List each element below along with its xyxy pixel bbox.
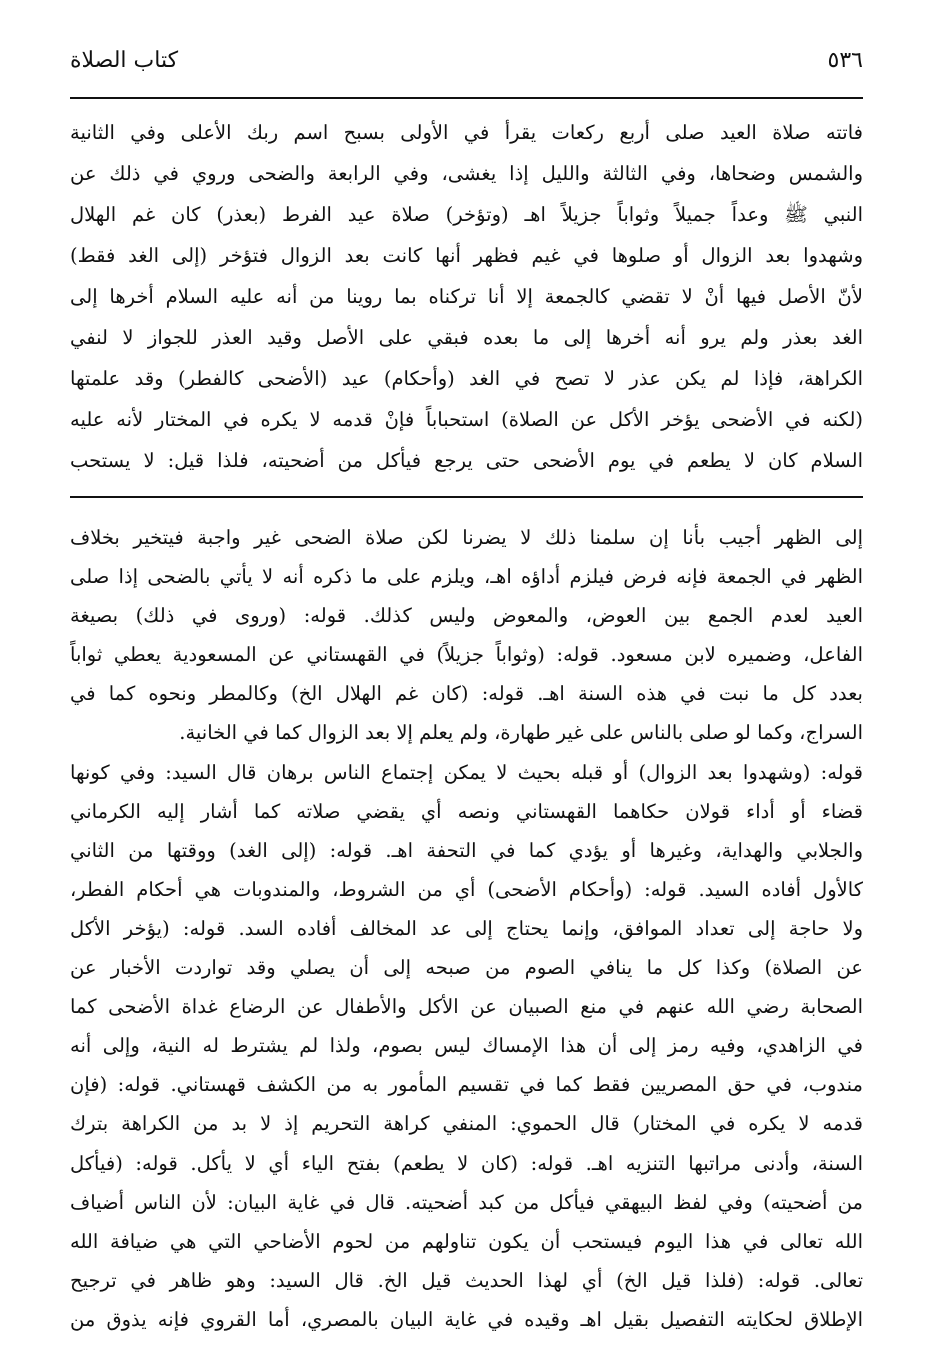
header-divider <box>70 97 863 99</box>
commentary-line: الإطلاق لحكايته التفصيل بقيل اهـ وقيده في غاية البيان بالمصري، أما القروي فإنه يذوق من <box>70 1307 863 1331</box>
commentary-line: في الزاهدي، وفيه رمز إلى أن هذا الإمساك ليس بصوم، ولذا لم يشترط له النية، وإلى أنه <box>70 1034 863 1058</box>
commentary-line: والجلابي والهداية، وغيرها أو يؤدي كما في التحفة اهـ. قوله: (إلى الغد) ووقتها من الثاني <box>70 838 863 862</box>
commentary-line: قوله: (وشهدوا بعد الزوال) أو قبله بحيث لا يمكن إجتماع الناس برهان قال السيد: وفي كونها <box>70 760 863 784</box>
main-text-line: والشمس وضحاها، وفي الثالثة والليل إذا يغشى، وفي الرابعة والضحى وروي في ذلك عن <box>70 162 863 185</box>
commentary-line: عن الصلاة) وكذا كل ما ينافي الصوم من صبحه إلى أن يصلي وقد تواردت الأخبار عن <box>70 956 863 980</box>
commentary-line: قدمه لا يكره في المختار) قال الحموي: المنفي كراهة التحريم إذ لا بد من الكراهة بترك <box>70 1112 863 1136</box>
commentary-line: مندوب، في حق المصريين فقط كما في تقسيم المأمور به من الكشف قهستاني. قوله: (فإن <box>70 1073 863 1097</box>
commentary-line: بعدد كل ما نبت في هذه السنة اهـ. قوله: (كان غم الهلال الخ) وكالمطر ونحوه كما في <box>70 682 863 706</box>
commentary-line: إلى الظهر أجيب بأنا إن سلمنا ذلك لا يضرنا لكن صلاة الضحى غير واجبة فيتخير بخلاف <box>70 526 863 549</box>
commentary-line: الصحابة رضي الله عنهم في منع الصبيان عن الأكل والأطفال عن الرضاع غداة الأضحى كما <box>70 995 863 1019</box>
chapter-title: كتاب الصلاة <box>70 48 179 73</box>
commentary-line: قضاء أو أداء قولان حكاهما القهستاني ونصه أي يقضي صلاته كما أشار إليه الكرماني <box>70 799 863 823</box>
commentary-line: السراج، وكما لو صلى بالناس على غير طهارة، ولم يعلم إلا بعد الزوال كما في الخانية. <box>179 721 863 745</box>
main-text-line: الكراهة، فإذا لم يكن عذر لا تصح في الغد (وأحكام) عيد (الأضحى كالفطر) وقد علمتها <box>70 367 863 390</box>
main-text-line: (لكنه في الأضحى يؤخر الأكل عن الصلاة) استحباباً فإنْ قدمه لا يكره في المختار لأنه عليه <box>70 408 863 431</box>
commentary-line: الظهر في الجمعة فإنه فرض فيلزم أداؤه اهـ، ويلزم على ما ذكره أنه لا يأتي بالضحى إذا صلى <box>70 565 863 589</box>
commentary-line: كالأول أفاده السيد. قوله: (وأحكام الأضحى) أي من الشروط، والمندوبات هي أحكام الفطر، <box>70 877 863 901</box>
commentary-text <box>70 518 863 1339</box>
page-number: ٥٣٦ <box>827 48 863 73</box>
commentary-divider <box>70 496 863 498</box>
page-header <box>70 40 863 80</box>
main-text-line: فاتته صلاة العيد صلى أربع ركعات يقرأ في الأولى بسبح اسم ربك الأعلى وفي الثانية <box>70 121 863 144</box>
main-text-line: الغد بعذر ولم يرو أنه أخرها إلى ما بعده فبقي على الأصل وقيد العذر للجواز لا لنفي <box>70 326 863 349</box>
main-text-line: السلام كان لا يطعم في يوم الأضحى حتى يرجع فيأكل من أضحيته، فلذا قيل: لا يستحب <box>70 449 863 472</box>
main-text-line: وشهدوا بعد الزوال أو صلوها في غيم فظهر أنها كانت بعد الزوال فتؤخر (إلى الغد فقط) <box>70 244 863 267</box>
commentary-line: الله تعالى في هذا اليوم فيستحب أن يكون تناولهم من لحوم الأضاحي التي هي ضيافة الله <box>70 1229 863 1253</box>
main-text-line: لأنّ الأصل فيها أنْ لا تقضي كالجمعة إلا أنا تركناه بما روينا من أنه عليه السلام أخرها إلى <box>70 285 863 308</box>
commentary-line: السنة، وأدنى مراتبها التنزيه اهـ. قوله: (كان لا يطعم) بفتح الياء أي لا يأكل. قوله: (فيأكل <box>70 1151 863 1175</box>
commentary-line: تعالى. قوله: (فلذا قيل الخ) أي لهذا الحديث قيل الخ. قال السيد: وهو ظاهر في ترجيح <box>70 1268 863 1292</box>
commentary-line: ولا حاجة إلى تعداد الموافق، وإنما يحتاج إلى عد المخالف أفاده السد. قوله: (يؤخر الأكل <box>70 916 863 940</box>
main-text <box>70 112 863 481</box>
commentary-line: العيد لعدم الجمع بين العوض، والمعوض وليس كذلك. قوله: (وروى في ذلك) بصيغة <box>70 604 863 628</box>
main-text-line: النبي ﷺ وعداً جميلاً وثواباً جزيلاً اهـ (وتؤخر) صلاة عيد الفرط (بعذر) كان غم الهلال <box>70 203 863 226</box>
commentary-line: من أضحيته) وفي لفظ البيهقي فيأكل من كبد أضحيته. قال في غاية البيان: لأن الناس أضياف <box>70 1190 863 1214</box>
commentary-line: الفاعل، وضميره لابن مسعود. قوله: (وثواباً جزيلاً) في القهستاني عن المسعودية يعطي ثواباً <box>70 643 863 667</box>
